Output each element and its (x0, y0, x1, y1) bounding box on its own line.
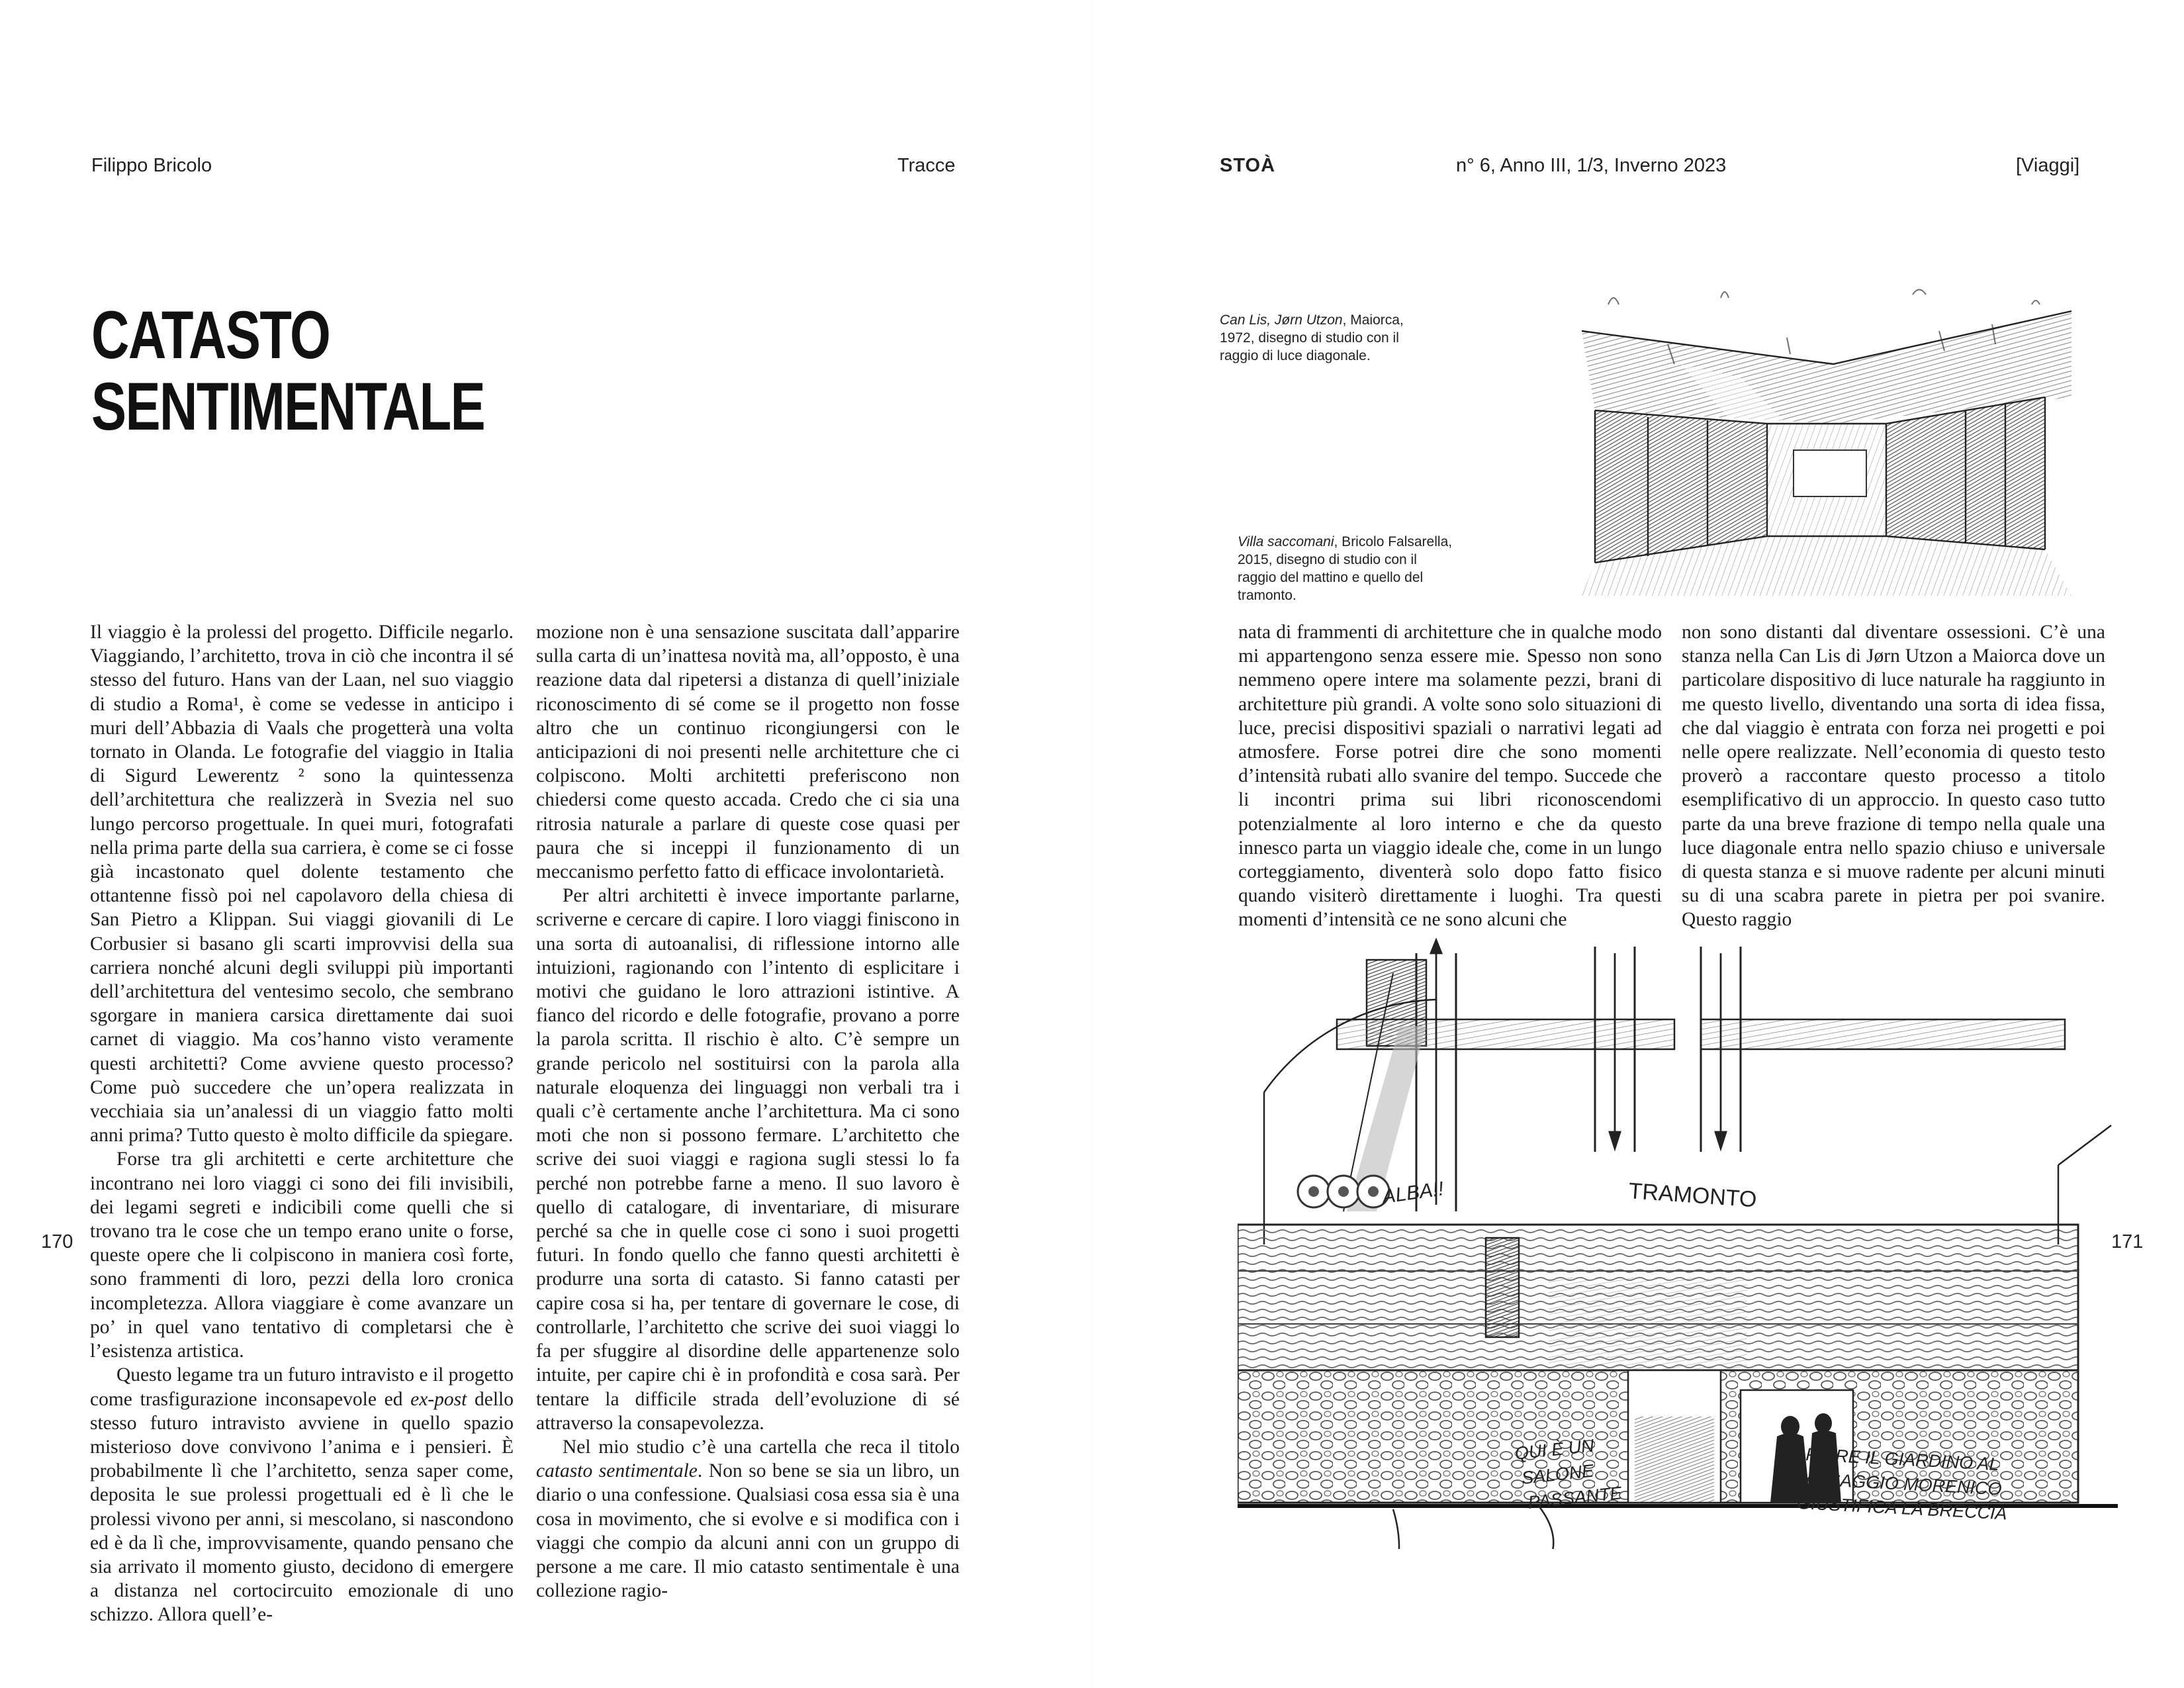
sketch-label-alba: ALBA!! (1381, 1178, 1445, 1208)
issue-info: n° 6, Anno III, 1/3, Inverno 2023 (1456, 155, 1727, 176)
caption-top-text: , Maiorca, 1972, disegno di studio con il raggio di luce diagonale. (1220, 312, 1404, 363)
paragraph: mozione non è una sensazione suscitata dall’apparire sulla carta di un’inattesa novità ma, all’opposto, è una reazione data dal ripetersi a distanza di quell’iniziale riconoscimento di sé come se il progetto non fosse altro che un continuo ricongiungersi con le anticipazioni di noi presenti nelle architetture che ci colpiscono. Molti architetti preferiscono non chiedersi come questo accada. Credo che ci sia una ritrosia naturale a parlare di queste cose quasi per paura che si inceppi il funzionamento di un meccanismo perfetto fatto di efficace involontarietà. (536, 622, 960, 883)
italic-term: catasto sentimentale (536, 1460, 698, 1482)
paragraph: Nel mio studio c’è una cartella che reca il titolo catasto sentimentale. Non so bene se sia un libro, un diario o una confessione. Qualsiasi cosa essa sia è una cosa in movimento, che si evolve e si modifica con i viaggi che compio da alcuni anni con un gruppo di persone a me care. Il mio catasto sentimentale è una collezione ragio- (536, 1436, 960, 1602)
running-header-author: Filippo Bricolo (91, 155, 212, 176)
article-title-line-2: SENTIMENTALE (91, 369, 485, 444)
paragraph: non sono distanti dal diventare ossessioni. C’è una stanza nella Can Lis di Jørn Utzon a Maiorca dove un particolare dispositivo di luce naturale ha raggiunto in me questo livello, diventando una sorta di idea fissa, che dal viaggio è entrata con forza nei progetti e poi nelle opere realizzate. Nell’economia di questo testo proverò a raccontare questo processo a titolo esemplificativo di un approccio. In questo caso tutto parte da una breve frazione di tempo nella quale una luce diagonale entra nello spazio chiuso e universale di questa stanza e si muove radente per alcuni minuti su di una scabra parete in pietra per poi svanire. Questo raggio (1682, 622, 2105, 931)
page-number-left: 170 (41, 1231, 73, 1252)
can-lis-sketch (1569, 285, 2085, 602)
caption-bottom-text: , Bricolo Falsarella, 2015, disegno di studio con il raggio del mattino e quello del tramonto. (1238, 534, 1453, 603)
note-left-line-3: PASSANTE (1527, 1483, 1623, 1513)
note-left-line-2: SALONE (1520, 1460, 1595, 1488)
spine-gutter (1091, 0, 1093, 1688)
note-right-line-2: PAESAGGIO MORENICO (1793, 1468, 2003, 1499)
paragraph: Il viaggio è la prolessi del progetto. Difficile negarlo. Viaggiando, l’architetto, trova in ciò che incontra il sé stesso del futuro. Hans van der Laan, nel suo viaggio di studio a Roma¹, è come se vedesse in anticipo i muri dell’Abbazia di Vaals che progetterà una volta tornato in Olanda. Le fotografie del viaggio in Italia di Sigurd Lewerentz ² sono la quintessenza dell’architettura che realizzerà in Svezia nel suo lungo percorso progettuale. In quei muri, fotografati nella prima parte della sua carriera, è come se ci fosse già incastonato quel dolente testamento che ottantenne fissò poi nel capolavoro della chiesa di San Pietro a Klippan. Sui viaggi giovanili di Le Corbusier si basano gli scarti improvvisi della sua carriera nonché alcuni degli sviluppi più importanti dell’architettura del ventesimo secolo, che sembrano sgorgare in maniera carsica direttamente dai suoi carnet di viaggio. Ma cos’hanno visto veramente questi architetti? Come avviene questo processo? Come può succedere che un’opera realizzata in vecchiaia sia un’analessi di un viaggio fatto molti anni prima? Tutto questo è molto difficile da spiegare. (90, 622, 514, 1147)
note-right-line-1: APRIRE IL GIARDINO AL (1793, 1444, 2000, 1475)
text-column-3 (1238, 620, 1662, 932)
article-title (91, 297, 485, 444)
paragraph: Questo legame tra un futuro intravisto e il progetto come trasfigurazione inconsapevole ed ex-post dello stesso futuro intravisto avviene in quello spazio misterioso dove convivono l’anima e i pensieri. È probabilmente lì che l’architetto, senza saper come, deposita le sue prolessi progettuali ed è lì che le prolessi vivono per anni, si mescolano, si nascondono ed è da lì che, improvvisamente, quando pensano che sia arrivato il momento giusto, decidono di emergere a distanza nel cortocircuito emozionale di uno schizzo. Allora quell’e- (90, 1364, 514, 1626)
figure-caption-top (1220, 311, 1438, 365)
note-right-line-3: GIUSTIFICA LA BRECCIA (1796, 1493, 2008, 1524)
article-title-line-1: CATASTO (91, 297, 330, 373)
sketch-label-tramonto: TRAMONTO (1627, 1178, 1758, 1213)
paragraph: Per altri architetti è invece importante parlarne, scriverne e cercare di capire. I loro viaggi finiscono in una sorta di autoanalisi, di riflessione intorno alle intuizioni, ragionando con l’intento di esplicitare i motivi che guidano le loro attrazioni istintive. A fianco del ricordo e delle fotografie, provano a porre la parola scritta. Il rischio è alto. C’è sempre un grande pericolo nel sostituirsi con la parola alla naturale eloquenza dei linguaggi non verbali tra i quali c’è certamente anche l’architettura. Ma ci sono moti che non si possono fermare. L’architetto che scrive dei suoi viaggi e ragiona sugli stessi lo fa perché non potrebbe farne a meno. Il suo lavoro è quello di catalogare, di inventariare, di misurare perché sa che in quelle cose ci sono i suoi progetti futuri. In fondo quello che fanno questi architetti è produrre una sorta di catasto. Si fanno catasti per capire cosa si ha, per tentare di governare le cose, di controllarle, l’architetto che scrive dei suoi viaggi lo fa per sfuggire al disordine delle appartenenze solo intuite, per capire chi è in profondità e cosa sarà. Per tentare la difficile strada dell’evoluzione di sé attraverso la consapevolezza. (536, 885, 960, 1434)
note-left-line-1: QUI È UN (1514, 1435, 1595, 1464)
running-header-category: [Viaggi] (2016, 155, 2080, 176)
figure-caption-bottom (1238, 533, 1456, 604)
text-column-1 (90, 620, 514, 1627)
caption-bottom-title: Villa saccomani (1238, 534, 1334, 549)
text-column-4 (1682, 620, 2105, 932)
page-number-right: 171 (2111, 1231, 2144, 1252)
italic-term: ex-post (410, 1388, 467, 1410)
sketch-notes (1502, 1430, 2098, 1556)
running-header-section: Tracce (897, 155, 956, 176)
text-column-2 (536, 620, 960, 1603)
paragraph: Forse tra gli architetti e certe architetture che incontrano nei loro viaggi ci sono dei fili invisibili, dei legami segreti e indicibili come quelli che si trovano tra le cose che un tempo erano unite o forse, queste opere che li colpiscono in maniera così forte, sono frammenti di loro, pezzi della loro cronica incompletezza. Allora viaggiare è come avanzare un po’ in quel vano tentativo di completarsi che è l’esistenza artistica. (90, 1149, 514, 1362)
caption-top-title: Can Lis, Jørn Utzon (1220, 312, 1343, 328)
journal-brand: STOÀ (1220, 155, 1276, 176)
paragraph: nata di frammenti di architetture che in qualche modo mi appartengono senza essere mie. Spesso non sono nemmeno opere intere ma solamente pezzi, brani di architetture più grandi. A volte sono solo situazioni di luce, precisi dispositivi spaziali o narrativi legati ad atmosfere. Forse potrei dire che sono momenti d’intensità rubati allo svanire del tempo. Succede che li incontri prima sui libri riconoscendomi potenzialmente al loro interno e che da questo innesco parta un viaggio ideale che, come in un lungo corteggiamento, diventerà solo dopo fatto fisico quando visiterò direttamente i luoghi. Tra questi momenti d’intensità ce ne sono alcuni che (1238, 622, 1662, 931)
